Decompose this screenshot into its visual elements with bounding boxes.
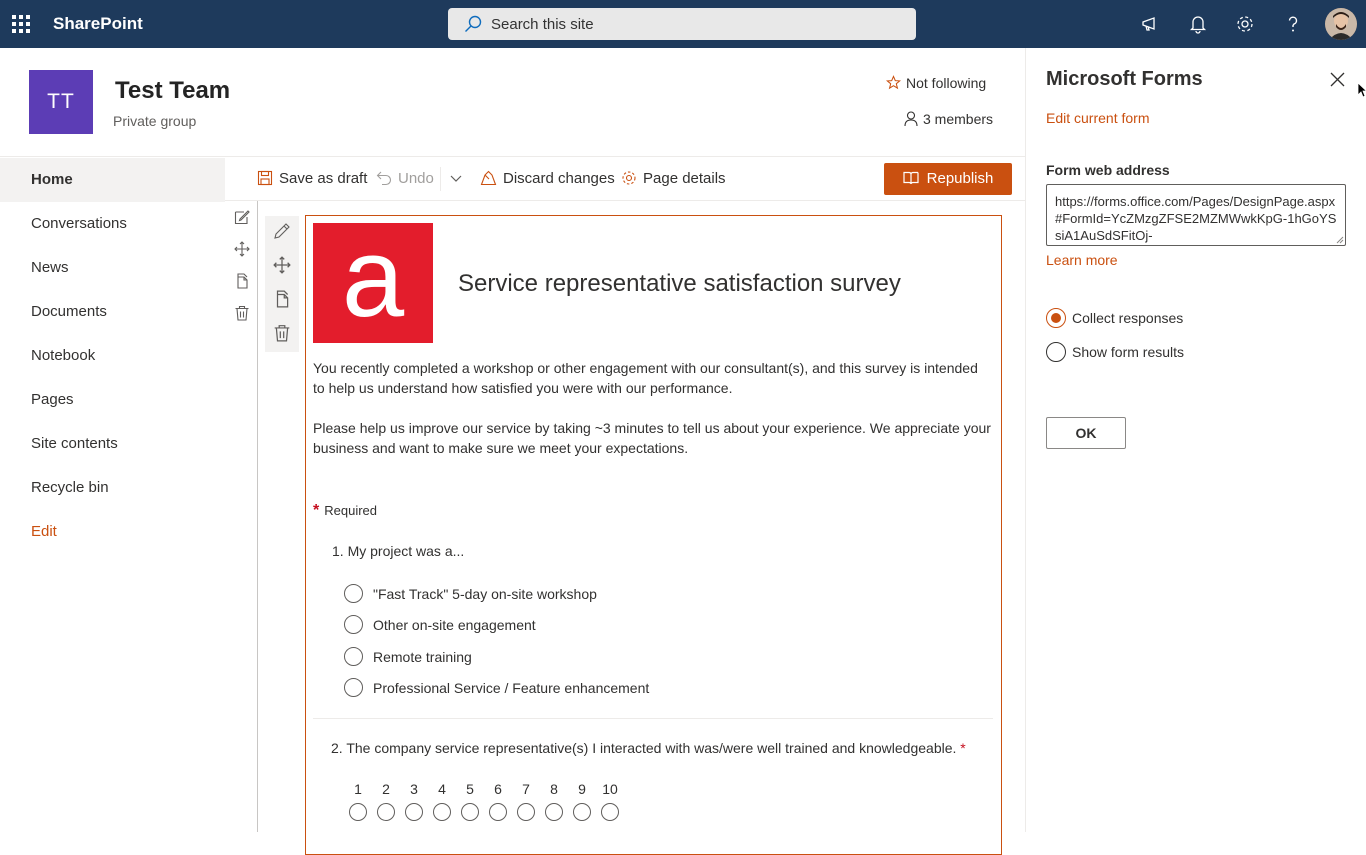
save-as-draft-button[interactable] <box>257 170 367 187</box>
app-launcher-icon[interactable] <box>12 15 30 33</box>
nav-item-news[interactable]: News <box>31 259 69 276</box>
scale-radio[interactable] <box>461 803 479 821</box>
form-intro-paragraph-2: Please help us improve our service by taking ~3 minutes to tell us about your experience. We appreciate your business and want to make sure we meet your expectations. <box>313 420 991 456</box>
site-logo[interactable]: TT <box>29 70 93 134</box>
scale-label: 10 <box>602 781 618 797</box>
scale-label: 5 <box>466 781 474 797</box>
required-asterisk: * <box>313 502 320 519</box>
scale-radio[interactable] <box>601 803 619 821</box>
question-2-text <box>331 740 966 756</box>
follow-label: Not following <box>906 75 987 91</box>
radio-button[interactable] <box>1046 342 1066 362</box>
resize-handle-icon[interactable] <box>1335 235 1344 244</box>
undo-label: Undo <box>398 170 434 187</box>
nav-item-conversations[interactable]: Conversations <box>31 215 127 232</box>
chevron-down-icon[interactable] <box>450 174 462 184</box>
republish-button[interactable] <box>884 163 1012 195</box>
form-address-textarea[interactable]: https://forms.office.com/Pages/DesignPage.aspx#FormId=YcZMzgZFSE2MZMWwkKpG-1hGoYSsiA1AuSdSFitOj- <box>1046 184 1346 246</box>
site-title[interactable]: Test Team <box>115 77 231 104</box>
republish-label: Republish <box>926 170 994 187</box>
scale-label: 4 <box>438 781 446 797</box>
scale-radio[interactable] <box>349 803 367 821</box>
save-icon <box>257 170 273 186</box>
collect-responses-label: Collect responses <box>1072 310 1184 326</box>
members-button[interactable] <box>904 111 993 127</box>
scale-label: 6 <box>494 781 502 797</box>
scale-label: 7 <box>522 781 530 797</box>
person-icon <box>904 111 918 126</box>
required-label: Required <box>324 503 377 518</box>
option-label: "Fast Track" 5-day on-site workshop <box>373 586 597 602</box>
scale-radio[interactable] <box>377 803 395 821</box>
scale-radio[interactable] <box>545 803 563 821</box>
search-icon <box>464 15 482 33</box>
radio-button-selected[interactable] <box>1046 308 1066 328</box>
page-details-button[interactable] <box>621 170 726 187</box>
user-avatar[interactable] <box>1325 8 1357 40</box>
nav-item-documents[interactable]: Documents <box>31 303 107 320</box>
duplicate-section-icon[interactable] <box>234 273 250 289</box>
scale-radio[interactable] <box>405 803 423 821</box>
delete-webpart-icon[interactable] <box>273 324 291 342</box>
save-as-draft-label: Save as draft <box>279 170 368 187</box>
app-name[interactable]: SharePoint <box>53 14 143 33</box>
form-title: Service representative satisfaction survey <box>458 270 901 297</box>
question-2-label: 2. The company service representative(s) I interacted with was/were well trained and knowledgeable. <box>331 740 957 756</box>
close-icon[interactable] <box>1330 72 1345 87</box>
question-divider <box>313 718 993 719</box>
edit-section-icon[interactable] <box>234 209 250 225</box>
scale-label: 1 <box>354 781 362 797</box>
question-2-required-asterisk: * <box>960 740 966 756</box>
nav-item-recycle-bin[interactable]: Recycle bin <box>31 479 109 496</box>
settings-gear-icon[interactable] <box>1235 14 1255 34</box>
toolbar-divider <box>440 167 441 191</box>
search-box[interactable] <box>448 8 916 40</box>
radio-button[interactable] <box>344 647 363 666</box>
scale-radio[interactable] <box>489 803 507 821</box>
left-navigation <box>0 157 225 832</box>
learn-more-link[interactable]: Learn more <box>1046 252 1118 268</box>
site-subtitle: Private group <box>113 113 197 129</box>
section-toolbar <box>225 201 258 832</box>
form-address-label: Form web address <box>1046 162 1170 178</box>
scale-radio[interactable] <box>517 803 535 821</box>
nav-item-notebook[interactable]: Notebook <box>31 347 96 364</box>
form-intro-paragraph-1: You recently completed a workshop or other engagement with our consultant(s), and this survey is intended to help us understand how satisfied you were with our performance. <box>313 360 978 396</box>
option-label: Remote training <box>373 649 472 665</box>
question-1-text: 1. My project was a... <box>332 543 465 559</box>
page-details-label: Page details <box>643 170 726 187</box>
option-label: Professional Service / Feature enhancement <box>373 680 650 696</box>
mouse-pointer-icon <box>1357 82 1366 98</box>
page-details-gear-icon <box>621 170 637 186</box>
undo-icon <box>376 170 392 186</box>
members-label: 3 members <box>923 111 994 127</box>
book-icon <box>903 171 919 185</box>
discard-changes-button[interactable] <box>480 170 615 187</box>
megaphone-icon[interactable] <box>1140 14 1160 34</box>
property-pane-title: Microsoft Forms <box>1046 68 1203 90</box>
follow-button[interactable] <box>886 75 986 91</box>
help-icon[interactable] <box>1283 14 1303 34</box>
nav-item-site-contents[interactable]: Site contents <box>31 435 118 452</box>
scale-radio[interactable] <box>433 803 451 821</box>
webpart-toolbar <box>265 216 299 352</box>
form-logo: a <box>313 223 433 343</box>
scale-radio[interactable] <box>573 803 591 821</box>
notifications-icon[interactable] <box>1188 14 1208 34</box>
edit-current-form-link[interactable]: Edit current form <box>1046 110 1150 126</box>
nav-edit-link[interactable]: Edit <box>31 523 57 540</box>
radio-button[interactable] <box>344 584 363 603</box>
discard-changes-label: Discard changes <box>503 170 615 187</box>
radio-button[interactable] <box>344 615 363 634</box>
search-input[interactable]: Search this site <box>491 16 594 33</box>
site-header <box>0 48 1025 156</box>
edit-webpart-pencil-icon[interactable] <box>273 222 291 240</box>
star-icon <box>886 75 901 90</box>
duplicate-webpart-icon[interactable] <box>273 290 291 308</box>
discard-icon <box>480 170 497 186</box>
scale-label: 2 <box>382 781 390 797</box>
move-section-icon[interactable] <box>234 241 250 257</box>
suite-bar <box>0 0 1366 48</box>
nav-item-pages[interactable]: Pages <box>31 391 74 408</box>
scale-label: 9 <box>578 781 586 797</box>
nav-item-home[interactable]: Home <box>0 158 225 202</box>
undo-button[interactable] <box>376 170 434 187</box>
move-webpart-icon[interactable] <box>273 256 291 274</box>
show-form-results-label: Show form results <box>1072 344 1185 360</box>
ok-button[interactable]: OK <box>1046 417 1126 449</box>
scale-label: 3 <box>410 781 418 797</box>
scale-label: 8 <box>550 781 558 797</box>
required-note <box>313 502 377 520</box>
option-label: Other on-site engagement <box>373 617 536 633</box>
radio-button[interactable] <box>344 678 363 697</box>
delete-section-icon[interactable] <box>234 305 250 321</box>
